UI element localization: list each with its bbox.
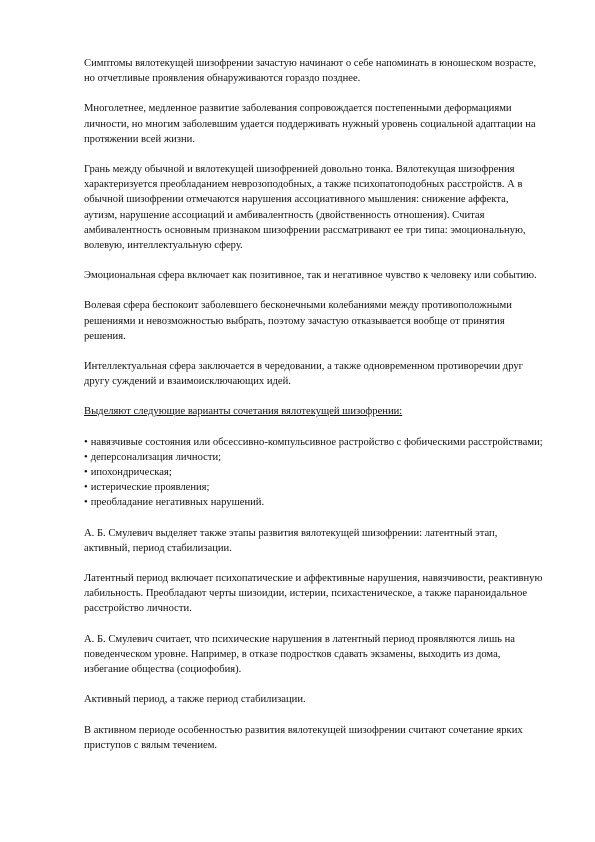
paragraph-latent-period: Латентный период включает психопатические и аффективные нарушения, навязчивости, реактивную лабильность. Преобладают черты шизоидии, истерии, психастеническое, а также параноидальное расстройство личности. xyxy=(84,573,543,615)
list-item xyxy=(84,435,544,450)
list-item xyxy=(84,450,544,465)
variants-heading: Выделяют следующие варианты сочетания вялотекущей шизофрении: xyxy=(84,406,403,418)
list-item xyxy=(84,495,544,510)
bullet-icon xyxy=(84,452,88,463)
list-item-text: деперсонализация личности; xyxy=(90,451,222,463)
paragraph-active-period-title: Активный период, а также период стабилизации. xyxy=(84,694,306,706)
paragraph-intellectual-sphere: Интеллектуальная сфера заключается в чередовании, а также одновременном противоречии друг другу суждений и взаимоисключающих идей. xyxy=(84,361,523,388)
paragraph-behavioral-level: А. Б. Смулевич считает, что психические нарушения в латентный период проявляются лишь на поведенческом уровне. Например, в отказе подростков сдавать экзамены, выходить из дома, избегание общества (социофобия). xyxy=(84,633,515,676)
paragraph-emotional-sphere: Эмоциональная сфера включает как позитивное, так и негативное чувство к человеку или событию. xyxy=(84,270,537,282)
list-item-text: ипохондрическая; xyxy=(90,467,172,479)
paragraph-volitional-sphere: Волевая сфера беспокоит заболевшего бесконечными колебаниями между противоположными решениями и невозможностью выбрать, поэтому зачастую отказывается вообще от принятия решения. xyxy=(84,300,512,342)
bullet-icon xyxy=(84,497,88,508)
bullet-icon xyxy=(84,437,88,448)
bullet-icon xyxy=(84,467,88,478)
list-item xyxy=(84,480,544,495)
variants-list xyxy=(84,435,544,511)
document-page xyxy=(84,56,544,768)
list-item xyxy=(84,465,544,480)
bullet-icon xyxy=(84,482,88,493)
paragraph-slow-development: Многолетнее, медленное развитие заболевания сопровождается постепенными деформациями личности, но многим заболевшим удается поддерживать нужный уровень социальной адаптации на протяжении всей жизни. xyxy=(84,103,536,145)
list-item-text: навязчивые состояния или обсессивно-компульсивное растройство с фобическими расстройствами; xyxy=(90,436,543,448)
list-item-text: истерические проявления; xyxy=(90,482,210,494)
paragraph-active-period: В активном периоде особенностью развития вялотекущей шизофрении считают сочетание ярких приступов с вялым течением. xyxy=(84,724,523,751)
paragraph-boundary: Грань между обычной и вялотекущей шизофренией довольно тонка. Вялотекущая шизофрения характеризуется преобладанием неврозоподобных, а также психопатоподобных расстройств. А в обычной шизофрении отмечаются нарушения ассоциативного мышления: снижение аффекта, аутизм, нарушение ассоциаций и амбивалентность (двойственность отношения). Считая амбивалентность основным признаком шизофрении рассматривают ее три типа: эмоциональную, волевую, интеллектуальную сферу. xyxy=(84,164,526,252)
paragraph-stages: А. Б. Смулевич выделяет также этапы развития вялотекущей шизофрении: латентный этап, активный, период стабилизации. xyxy=(84,527,498,554)
paragraph-onset: Симптомы вялотекущей шизофрении зачастую начинают о себе напоминать в юношеском возрасте, но отчетливые проявления обнаруживаются гораздо позднее. xyxy=(84,58,536,85)
list-item-text: преобладание негативных нарушений. xyxy=(90,497,265,509)
